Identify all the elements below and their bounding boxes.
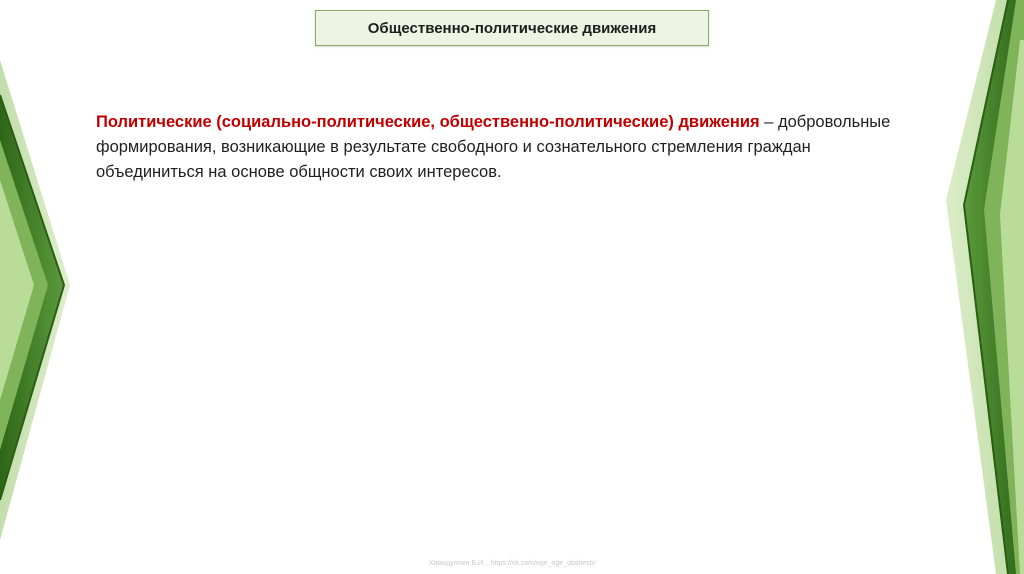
slide-title-box (315, 10, 709, 46)
definition-body: добровольные формирования, возникающие в результате свободного и сознательного стремления граждан объединиться на основе общности своих интересов. (96, 113, 891, 181)
slide-title: Общественно-политические движения (367, 19, 657, 37)
definition-paragraph (96, 110, 916, 185)
right-decorative-band (934, 0, 1024, 574)
footer-credit: Хамидуллин Б.И. , https://vk.com/ege_oge_obshestv (428, 560, 596, 567)
left-decorative-band (0, 0, 80, 574)
definition-dash: – (759, 113, 778, 131)
defined-term: Политические (социально-политические, общественно-политические) движения (96, 113, 760, 131)
